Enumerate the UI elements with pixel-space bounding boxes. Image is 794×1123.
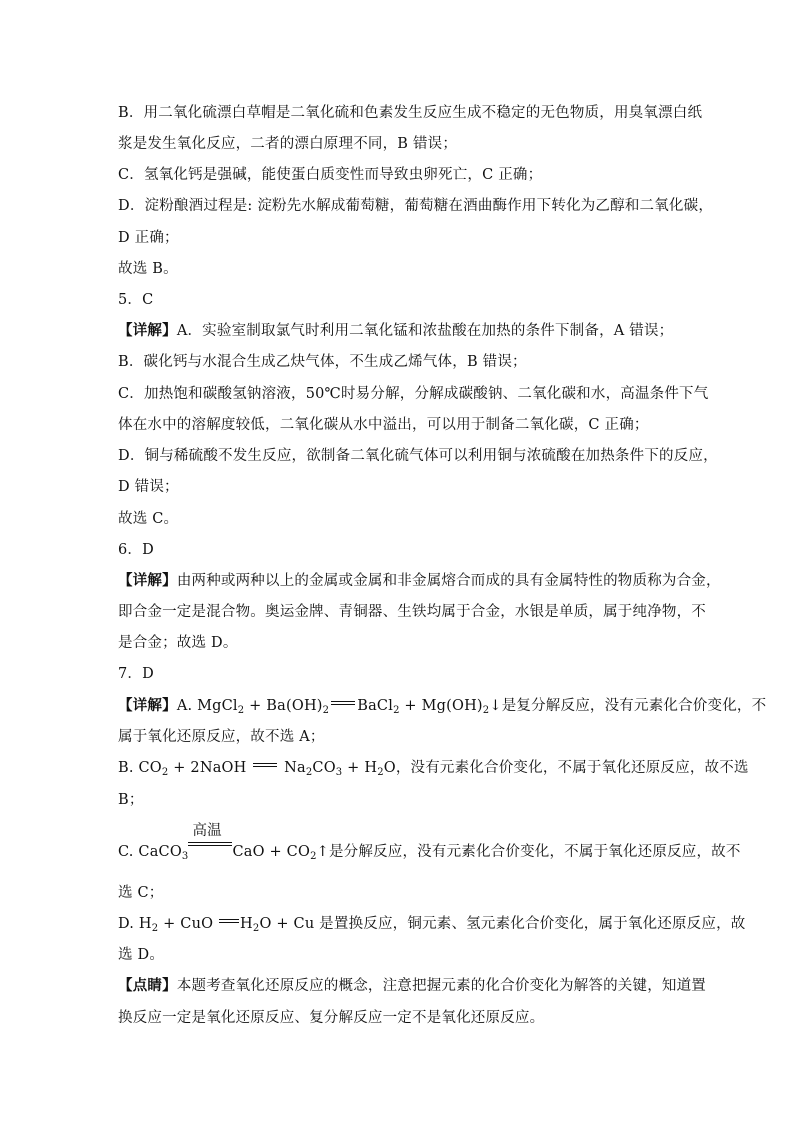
subscript: 2	[322, 705, 330, 716]
condition-label: 高温	[192, 823, 222, 839]
text-line: B．碳化钙与水混合生成乙炔气体，不生成乙烯气体，B 错误；	[118, 354, 527, 370]
equals-sign	[251, 762, 279, 772]
text-line: 属于氧化还原反应，故不选 A；	[118, 729, 325, 745]
text-span: O + Cu 是置换反应，铜元素、氢元素化合价变化，属于氧化还原反应，故	[259, 916, 746, 932]
text-span: O，没有元素化合价变化，不属于氧化还原反应，故不选	[383, 760, 749, 776]
subscript: 2	[393, 705, 400, 716]
subscript: 2	[482, 705, 490, 716]
text-line: B．用二氧化硫漂白草帽是二氧化硫和色素发生反应生成不稳定的无色物质，用臭氧漂白纸	[118, 105, 703, 121]
detail-tag: 【详解】	[118, 322, 177, 339]
formula-span: + CuO	[158, 916, 219, 932]
formula-span: + 2NaOH	[168, 760, 252, 776]
detail-tag: 【详解】	[118, 572, 177, 589]
text-line: D．淀粉酿酒过程是: 淀粉先水解成葡萄糖，葡萄糖在酒曲酶作用下转化为乙醇和二氧化碳，	[118, 198, 714, 214]
text-line: 选 D。	[118, 947, 165, 963]
subscript: 3	[181, 851, 189, 862]
text-line: 故选 C。	[118, 511, 179, 527]
text-line: 浆是发生氧化反应，二者的漂白原理不同，B 错误；	[118, 136, 458, 152]
text-line: D．铜与稀硫酸不发生反应，欲制备二氧化硫气体可以利用铜与浓硫酸在加热条件下的反应，	[118, 448, 718, 464]
text-line	[118, 321, 673, 341]
text-line: D 错误；	[118, 479, 179, 495]
formula-span: + Ba(OH)	[244, 698, 323, 714]
reaction-condition	[188, 823, 232, 856]
text-line: 即合金一定是混合物。奥运金牌、青铜器、生铁均属于合金，水银是单质，属于纯净物，不	[118, 604, 706, 620]
reaction-b-line	[118, 758, 749, 778]
subscript: 2	[377, 767, 384, 778]
formula-span: CaO + CO	[232, 844, 311, 860]
text-line	[118, 571, 721, 591]
subscript: 2	[237, 705, 245, 716]
formula-span: H	[240, 916, 253, 932]
formula-span: D. H	[118, 916, 152, 932]
answer-number: 5．C	[118, 292, 154, 308]
equals-sign	[329, 700, 357, 710]
subscript: 2	[161, 767, 169, 778]
text-line: 是合金；故选 D。	[118, 635, 238, 651]
text-span: ↑是分解反应，没有元素化合价变化，不属于氧化还原反应，故不	[316, 844, 741, 860]
subscript: 2	[310, 851, 317, 862]
text-span: A．实验室制取氯气时利用二氧化锰和浓盐酸在加热的条件下制备，A 错误；	[176, 323, 674, 339]
text-span: ↓是复分解反应，没有元素化合价变化，不	[489, 698, 767, 714]
detail-tag: 【详解】	[118, 697, 177, 714]
text-span: 由两种或两种以上的金属或金属和非金属熔合而成的具有金属特性的物质称为合金，	[176, 573, 721, 589]
formula-span: CO	[312, 760, 336, 776]
subscript: 3	[335, 767, 343, 778]
text-line: 选 C；	[118, 885, 164, 901]
equals-sign	[218, 918, 240, 928]
formula-span: A. MgCl	[176, 698, 238, 714]
text-line: C．氢氧化钙是强碱，能使蛋白质变性而导致虫卵死亡，C 正确；	[118, 167, 543, 183]
formula-span: C. CaCO	[118, 844, 182, 860]
text-line: C．加热饱和碳酸氢钠溶液，50℃时易分解，分解成碳酸钠、二氧化碳和水，高温条件下气	[118, 386, 709, 402]
text-line: B；	[118, 792, 144, 808]
reaction-d-line	[118, 914, 745, 934]
text-line: 故选 B。	[118, 261, 178, 277]
subscript: 2	[305, 767, 313, 778]
formula-span: B. CO	[118, 760, 162, 776]
text-span: 本题考查氧化还原反应的概念，注意把握元素的化合价变化为解答的关键，知道置	[176, 978, 707, 994]
formula-span: BaCl	[357, 698, 394, 714]
answer-number: 7．D	[118, 666, 154, 682]
text-line: D 正确；	[118, 230, 179, 246]
reaction-a-line	[118, 696, 766, 716]
formula-span: + Mg(OH)	[399, 698, 483, 714]
answer-number: 6．D	[118, 542, 154, 558]
text-line: 体在水中的溶解度较低，二氧化碳从水中溢出，可以用于制备二氧化碳，C 正确；	[118, 417, 649, 433]
text-line: 换反应一定是氧化还原反应、复分解反应一定不是氧化还原反应。	[118, 1010, 545, 1026]
subscript: 2	[151, 923, 159, 934]
comment-tag: 【点睛】	[118, 977, 177, 994]
comment-line	[118, 976, 706, 996]
formula-span: Na	[279, 760, 306, 776]
reaction-c-line	[118, 823, 741, 862]
formula-span: + H	[342, 760, 378, 776]
subscript: 2	[252, 923, 260, 934]
